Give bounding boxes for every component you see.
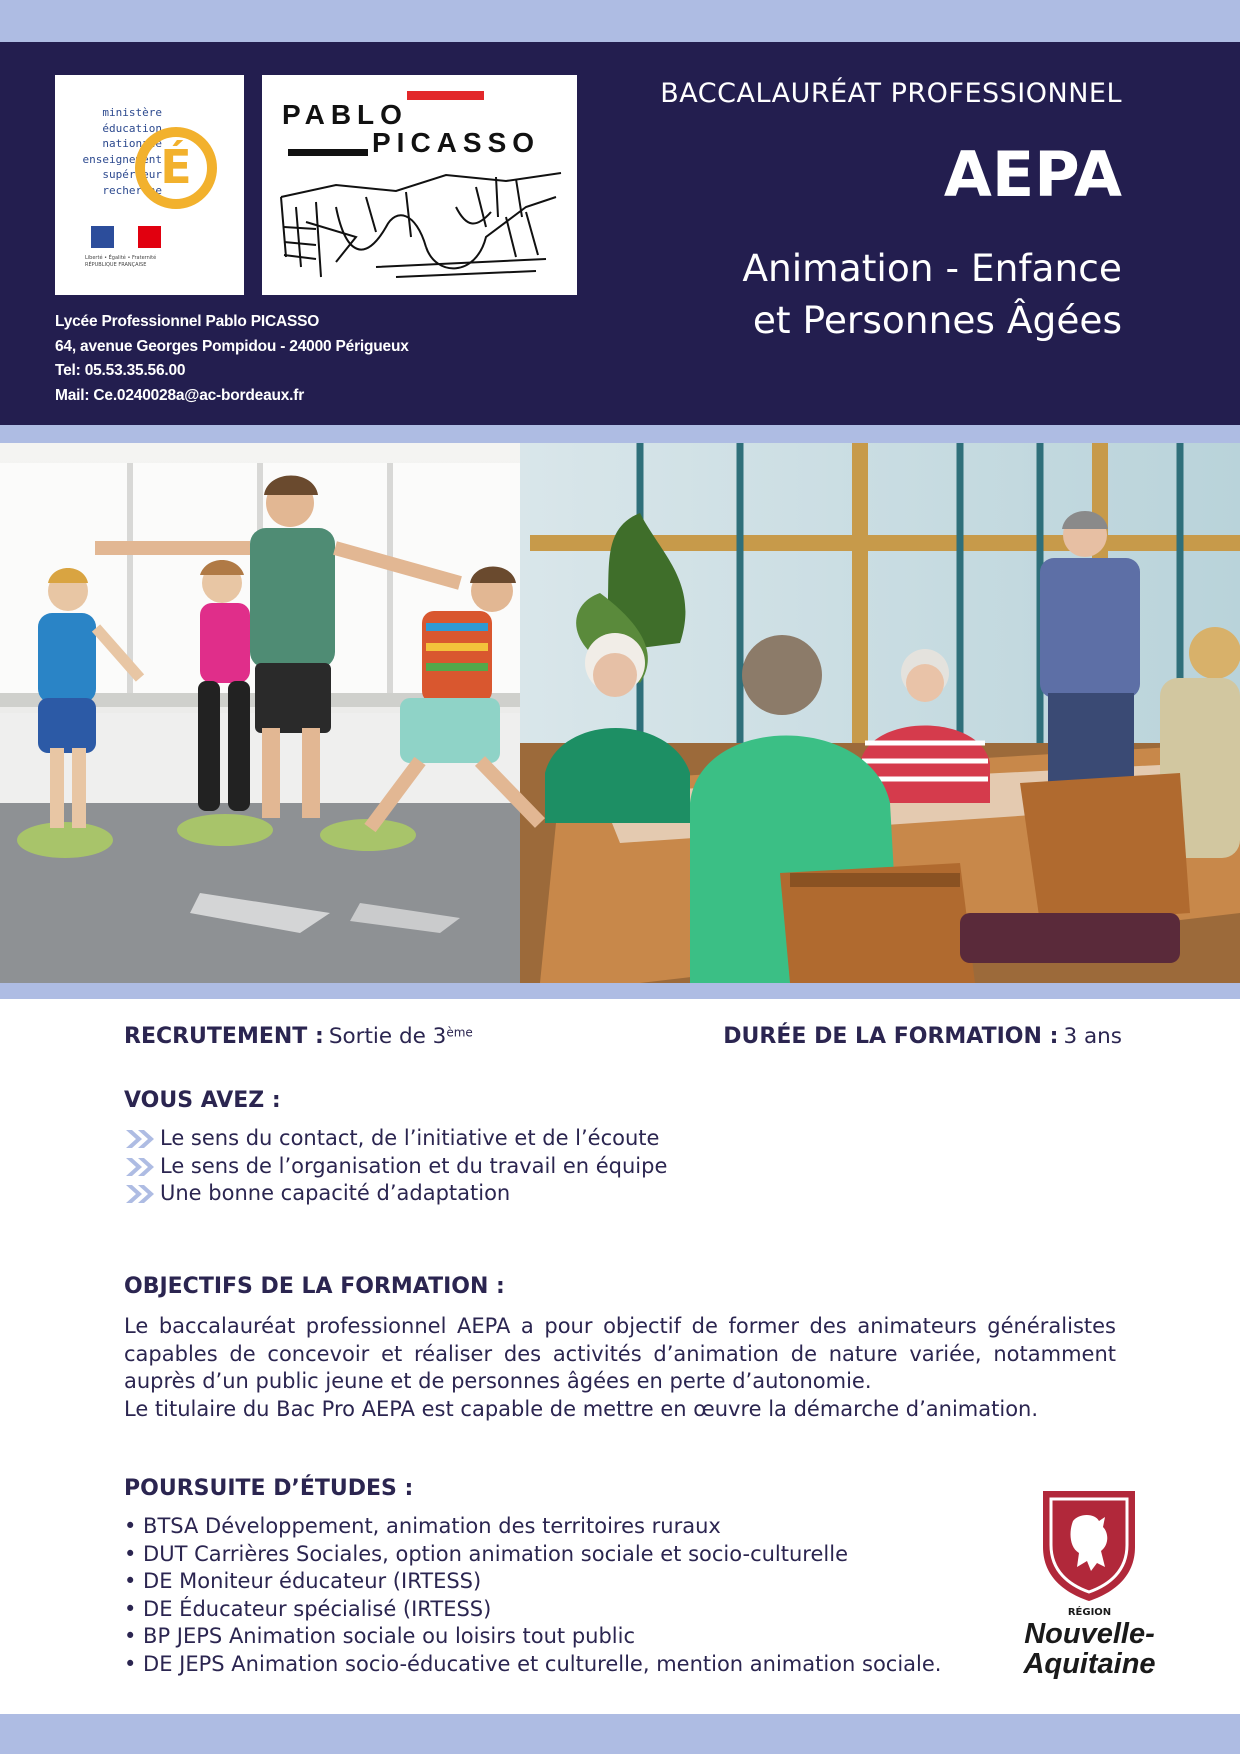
list-item: Une bonne capacité d’adaptation [124,1180,1116,1208]
poursuite-title: POURSUITE D’ÉTUDES : [124,1476,414,1501]
list-item: • DE JEPS Animation socio-éducative et culturelle, mention animation sociale. [124,1651,942,1676]
header-banner [0,42,1240,425]
ministry-e-emblem: É [135,127,217,209]
pablo-picasso-logo [262,75,577,295]
vous-avez-title: VOUS AVEZ : [124,1088,281,1113]
region-shield-icon [1039,1487,1139,1603]
logo-text-pablo: PABLO [282,99,408,130]
region-name: Nouvelle- Aquitaine [1023,1618,1156,1680]
band-above-photo [0,425,1240,443]
republic-francaise-text: Liberté • Égalité • Fraternité RÉPUBLIQUE FRANÇAISE [85,255,157,268]
hero-photo [0,443,1240,983]
recruitment-info [124,1024,473,1049]
region-label: RÉGION [1067,1607,1112,1618]
duration-label: DURÉE DE LA FORMATION : [723,1024,1059,1049]
region-nouvelle-aquitaine-logo [1012,1487,1167,1682]
diploma-title: Animation - Enfance et Personnes Âgées [742,246,1122,342]
recruitment-label: RECRUTEMENT : [124,1024,324,1049]
bottom-decorative-band [0,1714,1240,1754]
list-item: • BTSA Développement, animation des territoires ruraux [124,1514,721,1538]
poursuite-list [124,1513,984,1678]
list-item: • DUT Carrières Sociales, option animation sociale et socio-culturelle [124,1541,848,1566]
list-item: Le sens du contact, de l’initiative et de l’écoute [124,1125,1116,1153]
diploma-code: AEPA [943,138,1122,211]
vous-avez-list [124,1125,1116,1208]
list-item: • BP JEPS Animation sociale ou loisirs tout public [124,1624,636,1648]
sketch-drawing-icon [276,167,566,287]
band-below-photo [0,983,1240,999]
objectifs-paragraph-2: Le titulaire du Bac Pro AEPA est capable de mettre en œuvre la démarche d’animation. [124,1396,1039,1421]
school-name: Lycée Professionnel Pablo PICASSO [55,313,320,330]
school-phone: Tel: 05.53.35.56.00 [55,362,186,379]
objectifs-section [124,1274,1116,1423]
double-chevron-icon [124,1157,156,1177]
french-flag-icon [91,226,161,248]
diploma-type: BACCALAURÉAT PROFESSIONNEL [660,78,1122,109]
school-contact-block [55,310,409,408]
logo-black-bar [288,149,368,156]
logo-red-bar [407,91,484,100]
list-item: Le sens de l’organisation et du travail en équipe [124,1153,1116,1181]
recruitment-superscript: ème [446,1025,473,1040]
objectifs-title: OBJECTIFS DE LA FORMATION : [124,1274,505,1299]
double-chevron-icon [124,1184,156,1204]
duration-info [723,1024,1122,1049]
school-address: 64, avenue Georges Pompidou - 24000 Périgueux [55,337,409,355]
top-decorative-band [0,0,1240,42]
school-email: Mail: Ce.0240028a@ac-bordeaux.fr [55,386,305,404]
hero-photo-illustration [0,443,1240,983]
poursuite-section [124,1476,984,1678]
logo-text-picasso: PICASSO [372,127,541,158]
vous-avez-section [124,1088,1116,1208]
duration-value: 3 ans [1063,1024,1122,1049]
list-item: • DE Moniteur éducateur (IRTESS) [124,1569,482,1593]
recruitment-value: Sortie de 3 [328,1024,447,1049]
ministry-logo-text: ministère éducation nationale enseignement supérieur recherche [82,106,162,197]
list-item: • DE Éducateur spécialisé (IRTESS) [124,1596,492,1621]
double-chevron-icon [124,1129,156,1149]
ministry-logo [55,75,244,295]
objectifs-paragraph: Le baccalauréat professionnel AEPA a pour objectif de former des animateurs généralistes capables de concevoir et réaliser des activités d’animation de nature variée, notamment auprès d’un public jeune et de personnes âgées en perte d’autonomie. [124,1314,1116,1393]
